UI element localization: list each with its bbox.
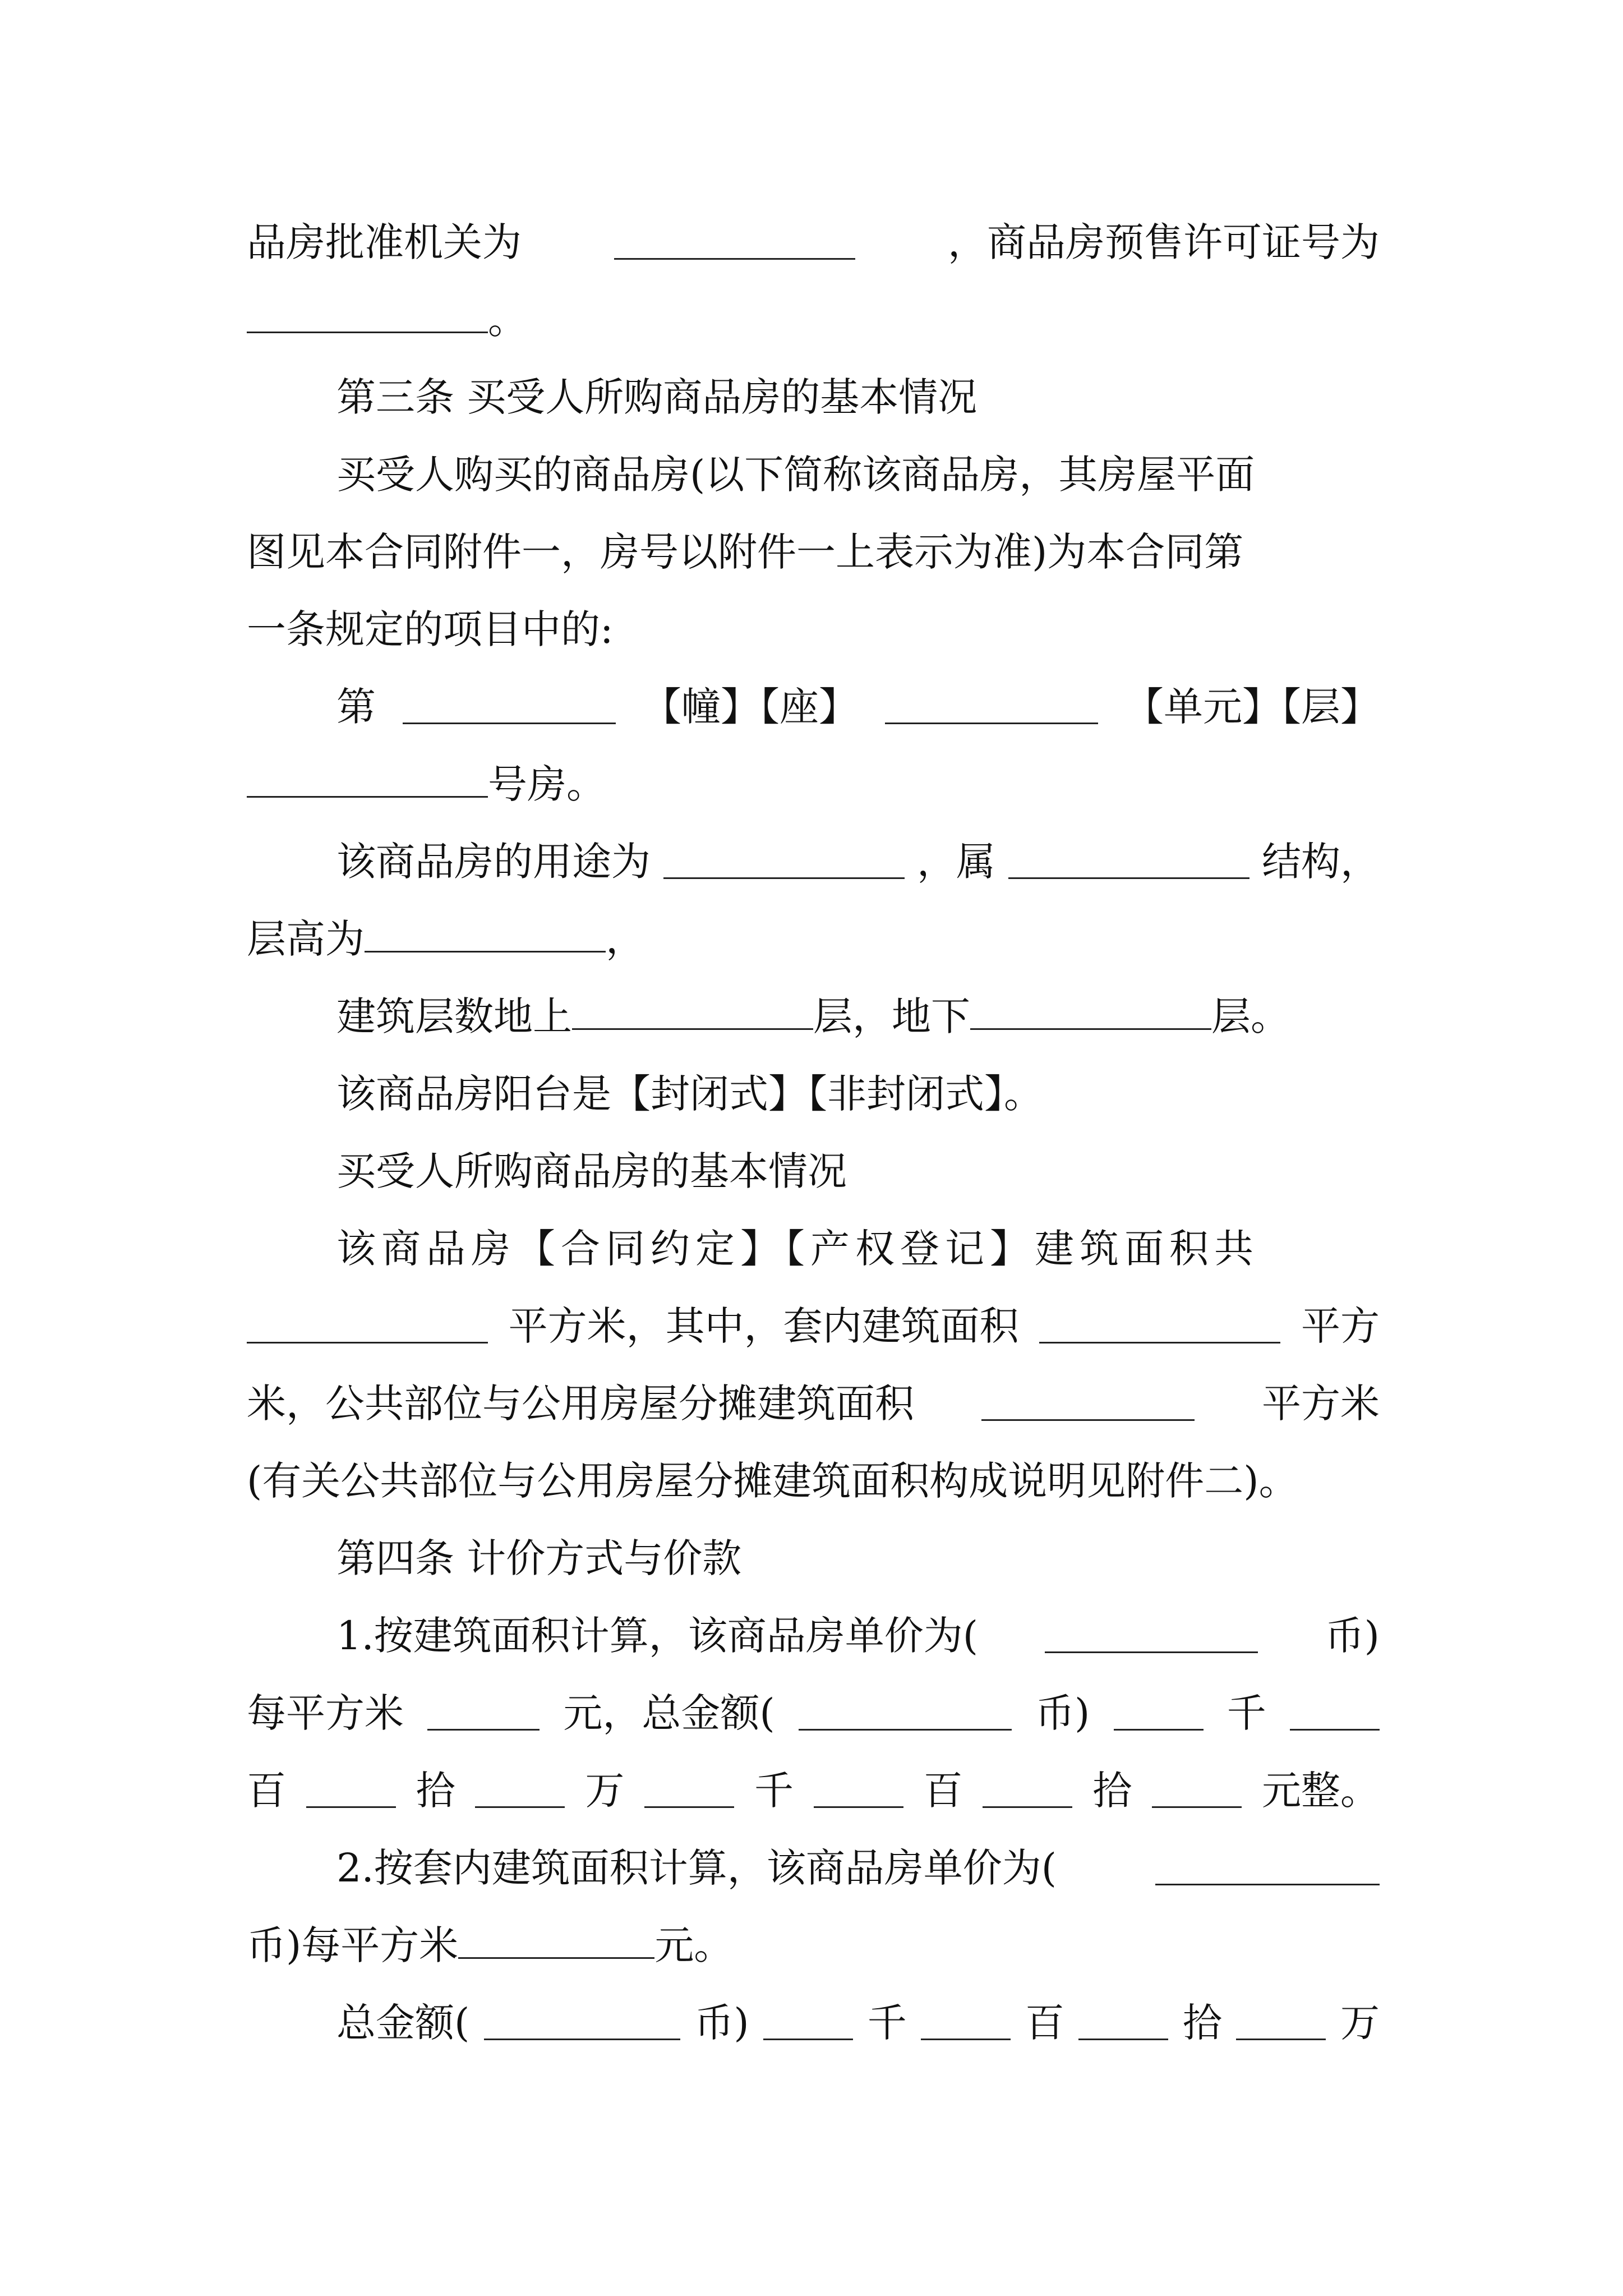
text-segment: 百 <box>923 1768 963 1814</box>
text-segment: 万 <box>1340 2000 1380 2046</box>
text-line <box>247 590 1380 669</box>
text-segment: 。 <box>488 297 527 343</box>
fill-blank <box>1045 1619 1258 1653</box>
text-segment: ，属 <box>917 839 995 885</box>
fill-blank <box>614 226 855 260</box>
text-segment: 千 <box>867 2000 907 2046</box>
text-line <box>247 513 1380 591</box>
fill-blank <box>644 1774 734 1808</box>
text-segment: (有关公共部位与公用房屋分摊建筑面积构成说明见附件二)。 <box>247 1458 1298 1504</box>
text-line <box>247 280 1380 359</box>
text-segment: 层。 <box>1211 993 1290 1039</box>
section-heading <box>336 358 1380 436</box>
fill-blank <box>1114 1696 1204 1731</box>
fill-blank <box>572 996 813 1030</box>
text-segment: 元整。 <box>1261 1768 1380 1814</box>
text-line <box>336 668 1380 746</box>
text-segment: 【单元】【层】 <box>1124 684 1380 730</box>
text-segment: 元。 <box>654 1922 734 1968</box>
text-segment: 买受人所购商品房的基本情况 <box>336 1148 847 1194</box>
fill-blank <box>885 690 1098 724</box>
text-line <box>247 745 1380 823</box>
text-segment: 层高为 <box>247 916 365 962</box>
text-line <box>247 1906 1380 1985</box>
text-line <box>247 900 1380 978</box>
fill-blank <box>799 1696 1012 1731</box>
text-line <box>336 1984 1380 2062</box>
text-line <box>336 1055 1380 1133</box>
text-line <box>336 435 1380 514</box>
text-line <box>336 1596 1380 1675</box>
text-segment: 平方米 <box>1262 1381 1380 1427</box>
fill-blank <box>247 1309 488 1343</box>
fill-blank <box>1152 1774 1242 1808</box>
text-segment: 百 <box>1025 2000 1064 2046</box>
text-segment: ， <box>606 916 645 962</box>
fill-blank <box>763 2006 853 2040</box>
fill-blank <box>247 299 488 333</box>
text-segment: 千 <box>1227 1690 1266 1736</box>
fill-blank <box>1039 1309 1280 1343</box>
text-segment: 第三条 买受人所购商品房的基本情况 <box>336 374 978 420</box>
text-line <box>336 1209 1380 1288</box>
text-line <box>247 1287 1380 1365</box>
text-segment: 总金额( <box>336 2000 470 2046</box>
text-segment: ，商品房预售许可证号为 <box>948 219 1380 265</box>
text-line <box>247 1442 1380 1520</box>
text-segment: 品房批准机关为 <box>247 219 522 265</box>
text-line <box>247 1674 1380 1752</box>
fill-blank <box>1155 1851 1380 1885</box>
text-segment: 该商品房阳台是【封闭式】【非封闭式】。 <box>336 1071 1043 1117</box>
text-segment: 1.按建筑面积计算，该商品房单价为( <box>336 1613 979 1659</box>
text-segment: 币) <box>1035 1690 1090 1736</box>
fill-blank <box>663 845 905 879</box>
fill-blank <box>365 918 606 953</box>
text-line <box>247 203 1380 282</box>
text-segment: 万 <box>585 1768 625 1814</box>
fill-blank <box>814 1774 903 1808</box>
text-segment: 拾 <box>416 1768 455 1814</box>
fill-blank <box>1236 2006 1326 2040</box>
text-segment: 米，公共部位与公用房屋分摊建筑面积 <box>247 1381 914 1427</box>
text-line <box>336 1132 1380 1211</box>
text-segment: 百 <box>247 1768 286 1814</box>
text-segment: 结构， <box>1262 839 1380 885</box>
text-segment: 第 <box>336 684 376 730</box>
fill-blank <box>403 690 616 724</box>
text-segment: 建筑层数地上 <box>336 993 572 1039</box>
text-segment: 千 <box>754 1768 794 1814</box>
fill-blank <box>970 996 1211 1030</box>
text-segment: 拾 <box>1092 1768 1132 1814</box>
fill-blank <box>427 1696 540 1731</box>
fill-blank <box>921 2006 1011 2040</box>
text-segment: 2.按套内建筑面积计算，该商品房单价为( <box>336 1845 1057 1891</box>
fill-blank <box>983 1774 1072 1808</box>
text-segment: 币) <box>694 2000 749 2046</box>
fill-blank <box>247 763 488 798</box>
text-segment: 拾 <box>1182 2000 1222 2046</box>
text-line <box>336 1829 1380 1907</box>
fill-blank <box>981 1387 1195 1421</box>
fill-blank <box>1290 1696 1380 1731</box>
fill-blank <box>1078 2006 1168 2040</box>
text-segment: 每平方米 <box>247 1690 404 1736</box>
text-segment: 号房。 <box>488 761 606 807</box>
text-segment: 该商品房的用途为 <box>336 839 651 885</box>
text-segment: 该商品房【合同约定】【产权登记】建筑面积共 <box>336 1226 1259 1272</box>
fill-blank <box>475 1774 565 1808</box>
text-line <box>247 1751 1380 1830</box>
text-segment: 买受人购买的商品房(以下简称该商品房，其房屋平面 <box>336 452 1255 498</box>
fill-blank <box>458 1925 654 1959</box>
fill-blank <box>306 1774 396 1808</box>
text-segment: 元，总金额( <box>563 1690 775 1736</box>
text-segment: 币) <box>1325 1613 1380 1659</box>
text-segment: 层，地下 <box>813 993 970 1039</box>
fill-blank <box>1008 845 1249 879</box>
text-line <box>336 822 1380 901</box>
section-heading <box>336 1519 1380 1598</box>
text-segment: 平方 <box>1301 1303 1380 1349</box>
text-line <box>336 977 1380 1056</box>
text-segment: 第四条 计价方式与价款 <box>336 1535 742 1581</box>
text-line <box>247 1364 1380 1443</box>
text-segment: 币)每平方米 <box>247 1922 459 1968</box>
text-segment: 一条规定的项目中的: <box>247 606 614 652</box>
text-segment: 平方米，其中，套内建筑面积 <box>508 1303 1019 1349</box>
fill-blank <box>484 2006 680 2040</box>
text-segment: 图见本合同附件一，房号以附件一上表示为准)为本合同第 <box>247 529 1244 575</box>
text-segment: 【幢】【座】 <box>642 684 858 730</box>
